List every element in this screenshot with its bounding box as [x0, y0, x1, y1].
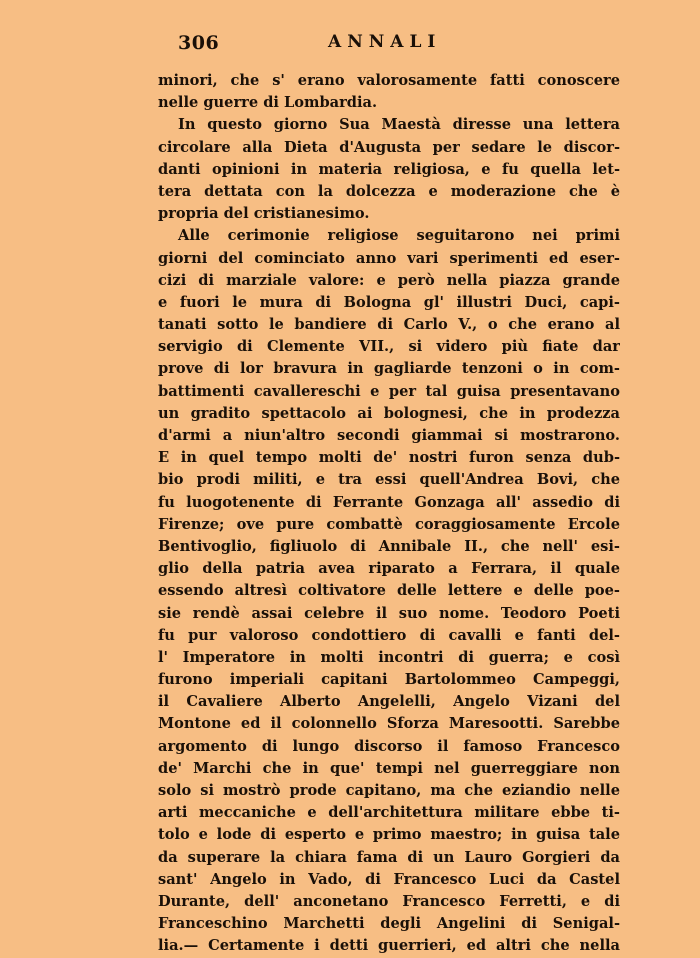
page-number: 306	[178, 32, 220, 54]
text-line: Alle cerimonie religiose seguitarono nei primi	[178, 227, 620, 245]
text-line: battimenti cavallereschi e per tal guisa presentavano	[158, 382, 620, 400]
text-line: de' Marchi che in que' tempi nel guerreggiare non	[158, 759, 620, 777]
text-line: circolare alla Dieta d'Augusta per sedare le discor-	[158, 138, 620, 156]
text-line: sie rendè assai celebre il suo nome. Teodoro Poeti	[158, 604, 620, 622]
text-line: cizi di marziale valore: e però nella piazza grande	[158, 271, 620, 289]
text-line: lia.— Certamente i detti guerrieri, ed altri che nella	[158, 937, 620, 955]
text-line: e fuori le mura di Bologna gl' illustri Duci, capi-	[158, 293, 620, 311]
running-title: ANNALI	[328, 32, 442, 52]
body-text	[158, 70, 620, 958]
text-line: fu pur valoroso condottiero di cavalli e fanti del-	[158, 626, 620, 644]
text-line: giorni del cominciato anno vari sperimenti ed eser-	[158, 249, 620, 267]
text-line: Firenze; ove pure combattè coraggiosamente Ercole	[158, 515, 620, 533]
text-line: solo si mostrò prode capitano, ma che eziandio nelle	[158, 782, 620, 799]
text-line: arti meccaniche e dell'architettura militare ebbe ti-	[158, 804, 620, 822]
text-line: Franceschino Marchetti degli Angelini di Senigal-	[158, 915, 620, 933]
text-line: nelle guerre di Lombardia.	[158, 94, 378, 112]
text-line: il Cavaliere Alberto Angelelli, Angelo Vizani del	[158, 693, 620, 711]
text-line: In questo giorno Sua Maestà diresse una lettera	[178, 116, 620, 134]
text-line: argomento di lungo discorso il famoso Francesco	[158, 737, 620, 755]
text-line: tolo e lode di esperto e primo maestro; in guisa tale	[158, 826, 620, 844]
text-line: Montone ed il colonnello Sforza Maresootti. Sarebbe	[158, 715, 620, 733]
text-line: E in quel tempo molti de' nostri furon senza dub-	[158, 449, 620, 467]
page-header	[158, 32, 620, 58]
text-line: fu luogotenente di Ferrante Gonzaga all' assedio di	[158, 493, 620, 511]
text-line: l' Imperatore in molti incontri di guerra; e così	[158, 648, 620, 666]
text-line: glio della patria avea riparato a Ferrara, il quale	[158, 560, 620, 578]
text-line: sant' Angelo in Vado, di Francesco Luci da Castel	[158, 870, 620, 888]
text-line: servigio di Clemente VII., si videro più fiate dar	[158, 338, 620, 356]
text-line: d'armi a niun'altro secondi giammai si mostrarono.	[158, 427, 620, 444]
text-line: tanati sotto le bandiere di Carlo V., o che erano al	[158, 316, 620, 334]
text-line: tera dettata con la dolcezza e moderazione che è	[158, 182, 620, 200]
text-line: furono imperiali capitani Bartolommeo Campeggi,	[158, 671, 620, 689]
text-line: minori, che s' erano valorosamente fatti conoscere	[158, 72, 620, 89]
text-line: bio prodi militi, e tra essi quell'Andrea Bovi, che	[158, 471, 620, 489]
text-line: da superare la chiara fama di un Lauro Gorgieri da	[158, 848, 620, 866]
text-line: Bentivoglio, figliuolo di Annibale II., che nell' esi-	[158, 537, 620, 555]
text-line: Durante, dell' anconetano Francesco Ferretti, e di	[158, 892, 620, 910]
text-line: un gradito spettacolo ai bolognesi, che in prodezza	[158, 404, 620, 422]
text-line: essendo altresì coltivatore delle lettere e delle poe-	[158, 582, 620, 600]
text-line: prove di lor bravura in gagliarde tenzoni o in com-	[158, 360, 620, 378]
text-line: propria del cristianesimo.	[158, 205, 370, 223]
text-line: danti opinioni in materia religiosa, e fu quella let-	[158, 160, 620, 178]
